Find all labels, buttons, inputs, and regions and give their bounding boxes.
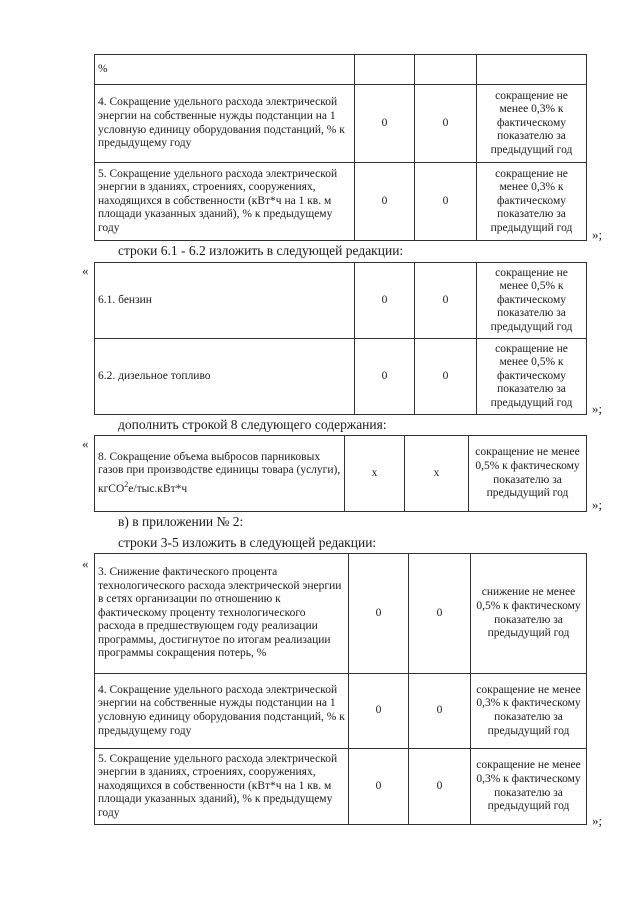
target-cell: сокращение не менее 0,3% к фактическому показателю за предыдущий год xyxy=(477,85,587,163)
value-cell: 0 xyxy=(409,674,471,749)
table-row xyxy=(95,55,587,85)
value-cell: 0 xyxy=(349,749,409,825)
indicator-text: 8. Сокращение объема выбросов парниковых газов при производстве единицы товара (услуги), кгCO xyxy=(98,450,341,495)
value-cell: 0 xyxy=(355,339,415,415)
subscript-digit: 2 xyxy=(124,479,129,489)
target-cell: снижение не менее 0,5% к фактическому показателю за предыдущий год xyxy=(471,554,587,674)
value-cell: 0 xyxy=(415,263,477,339)
target-cell: сокращение не менее 0,3% к фактическому показателю за предыдущий год xyxy=(471,749,587,825)
indicator-cell: % xyxy=(95,55,355,85)
indicator-cell: 5. Сокращение удельного расхода электрической энергии в зданиях, строениях, сооружениях, находящихся в собственности (кВт*ч на 1 кв. м площади указанных зданий), % к предыдущему году xyxy=(95,163,355,241)
indicator-cell: 5. Сокращение удельного расхода электрической энергии в зданиях, строениях, сооружениях, находящихся в собственности (кВт*ч на 1 кв. м площади указанных зданий), % к предыдущему году xyxy=(95,749,349,825)
value-cell: 0 xyxy=(349,674,409,749)
instruction-text: в) в приложении № 2: xyxy=(118,514,244,529)
opening-quote: « xyxy=(82,556,89,571)
value-cell: 0 xyxy=(349,554,409,674)
table-rows-3-5 xyxy=(94,553,587,825)
table-rows-6 xyxy=(94,262,587,415)
instruction-text: строки 6.1 - 6.2 изложить в следующей редакции: xyxy=(118,243,404,258)
table-row xyxy=(95,436,587,512)
value-cell: 0 xyxy=(415,163,477,241)
table-row xyxy=(95,674,587,749)
indicator-cell: 3. Снижение фактического процента технологического расхода электрической энергии в сетях организации по отношению к фактическому проценту технологического расхода в предшествующем году реализации программы, достигнутое по итогам реализации программы сокращения потерь, % xyxy=(95,554,349,674)
table-row xyxy=(95,749,587,825)
indicator-cell: 6.1. бензин xyxy=(95,263,355,339)
value-cell: x xyxy=(405,436,469,512)
instruction-text: дополнить строкой 8 следующего содержания: xyxy=(118,417,387,432)
target-cell xyxy=(477,55,587,85)
table-continuation xyxy=(94,54,587,241)
target-cell: сокращение не менее 0,3% к фактическому показателю за предыдущий год xyxy=(477,163,587,241)
closing-quote: »; xyxy=(592,813,603,828)
table-row xyxy=(95,554,587,674)
target-cell: сокращение не менее 0,5% к фактическому показателю за предыдущий год xyxy=(477,339,587,415)
closing-quote: »; xyxy=(592,497,603,512)
opening-quote: « xyxy=(82,263,89,278)
value-cell: 0 xyxy=(409,749,471,825)
indicator-cell: 4. Сокращение удельного расхода электрической энергии на собственные нужды подстанции на 1 условную единицу оборудования подстанций, % к предыдущему году xyxy=(95,674,349,749)
table-row xyxy=(95,163,587,241)
opening-quote: « xyxy=(82,436,89,451)
value-cell xyxy=(415,55,477,85)
table-row-8 xyxy=(94,435,587,512)
target-cell: сокращение не менее 0,3% к фактическому показателю за предыдущий год xyxy=(471,674,587,749)
value-cell: 0 xyxy=(355,263,415,339)
table-row xyxy=(95,263,587,339)
closing-quote: »; xyxy=(592,227,603,242)
target-cell: сокращение не менее 0,5% к фактическому показателю за предыдущий год xyxy=(477,263,587,339)
target-cell: сокращение не менее 0,5% к фактическому показателю за предыдущий год xyxy=(469,436,587,512)
indicator-cell xyxy=(95,436,345,512)
value-cell: 0 xyxy=(415,85,477,163)
value-cell: 0 xyxy=(355,163,415,241)
value-cell xyxy=(355,55,415,85)
value-cell: 0 xyxy=(409,554,471,674)
table-row xyxy=(95,339,587,415)
instruction-text: строки 3-5 изложить в следующей редакции: xyxy=(118,535,377,550)
table-row xyxy=(95,85,587,163)
indicator-cell: 4. Сокращение удельного расхода электрической энергии на собственные нужды подстанции на 1 условную единицу оборудования подстанций, % к предыдущему году xyxy=(95,85,355,163)
indicator-cell: 6.2. дизельное топливо xyxy=(95,339,355,415)
value-cell: x xyxy=(345,436,405,512)
value-cell: 0 xyxy=(355,85,415,163)
closing-quote: »; xyxy=(592,401,603,416)
indicator-unit: e/тыс.кВт*ч xyxy=(128,482,188,495)
value-cell: 0 xyxy=(415,339,477,415)
